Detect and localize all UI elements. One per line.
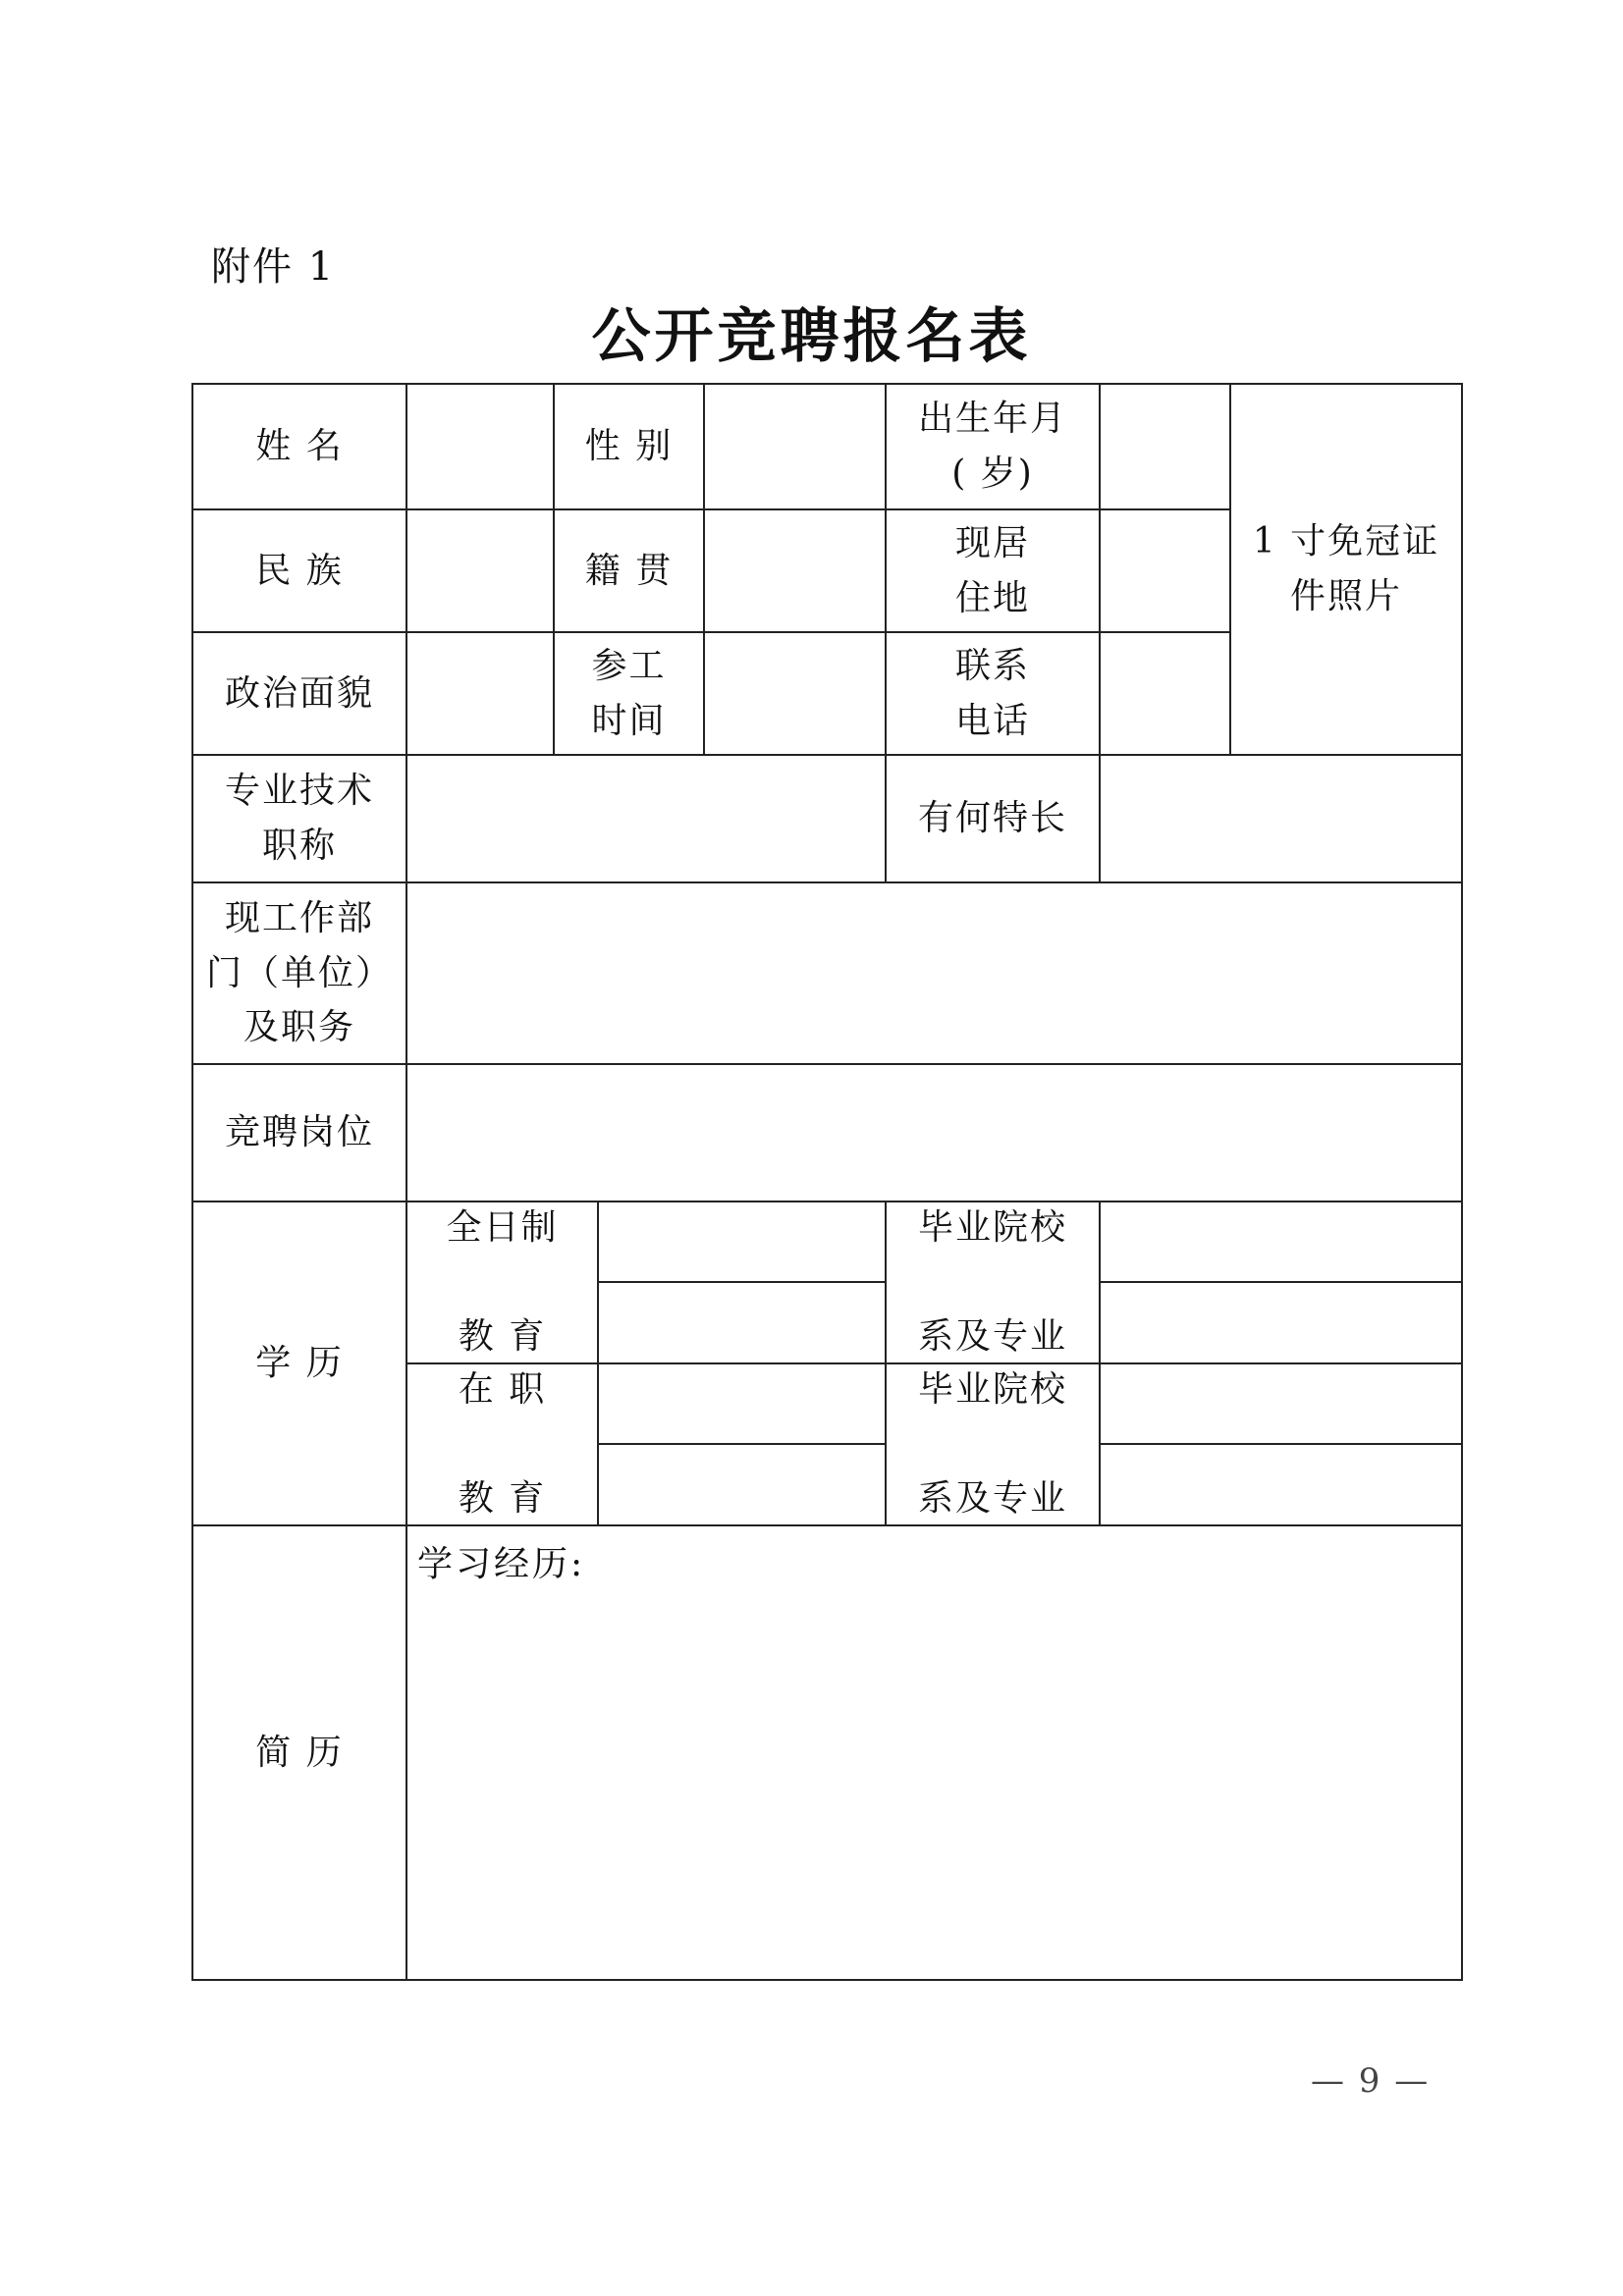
specialty-field[interactable] [1099, 754, 1463, 883]
inservice-degree-field-1[interactable] [597, 1362, 887, 1445]
department-field[interactable] [406, 881, 1463, 1065]
inservice-school-label: 毕业院校 系及专业 [885, 1362, 1101, 1526]
resume-label: 简 历 [191, 1524, 407, 1981]
fulltime-degree-field-2[interactable] [597, 1281, 887, 1364]
name-label: 姓 名 [191, 383, 407, 510]
residence-field[interactable] [1099, 508, 1231, 633]
page-number: — 9 — [1311, 2061, 1431, 2101]
specialty-label: 有何特长 [885, 754, 1101, 883]
fulltime-school-field-2[interactable] [1099, 1281, 1463, 1364]
political-status-field[interactable] [406, 631, 555, 756]
ethnicity-label: 民 族 [191, 508, 407, 633]
inservice-school-field-1[interactable] [1099, 1362, 1463, 1445]
residence-label: 现居 住地 [885, 508, 1101, 633]
fulltime-education-label: 全日制 教 育 [406, 1201, 599, 1364]
native-place-field[interactable] [703, 508, 887, 633]
political-status-label: 政治面貌 [191, 631, 407, 756]
fulltime-school-label: 毕业院校 系及专业 [885, 1201, 1101, 1364]
birth-label: 出生年月 ( 岁) [885, 383, 1101, 510]
position-label: 竞聘岗位 [191, 1063, 407, 1202]
birth-field[interactable] [1099, 383, 1231, 510]
ethnicity-field[interactable] [406, 508, 555, 633]
phone-label: 联系 电话 [885, 631, 1101, 756]
attachment-label: 附件 1 [211, 244, 336, 290]
fulltime-school-field-1[interactable] [1099, 1201, 1463, 1283]
inservice-school-field-2[interactable] [1099, 1443, 1463, 1526]
name-field[interactable] [406, 383, 555, 510]
department-label: 现工作部 门（单位） 及职务 [191, 881, 407, 1065]
gender-label: 性 别 [553, 383, 705, 510]
education-label: 学 历 [191, 1201, 407, 1526]
gender-field[interactable] [703, 383, 887, 510]
fulltime-degree-field-1[interactable] [597, 1201, 887, 1283]
professional-title-label: 专业技术 职称 [191, 754, 407, 883]
resume-field[interactable] [406, 1524, 1463, 1981]
photo-placeholder[interactable]: 1 寸免冠证 件照片 [1229, 383, 1463, 756]
native-place-label: 籍 贯 [553, 508, 705, 633]
work-start-label: 参工 时间 [553, 631, 705, 756]
form-title: 公开竞聘报名表 [591, 302, 1032, 371]
inservice-education-label: 在 职 教 育 [406, 1362, 599, 1526]
work-start-field[interactable] [703, 631, 887, 756]
position-field[interactable] [406, 1063, 1463, 1202]
professional-title-field[interactable] [406, 754, 887, 883]
study-history-label: 学习经历: [417, 1544, 586, 1584]
inservice-degree-field-2[interactable] [597, 1443, 887, 1526]
phone-field[interactable] [1099, 631, 1231, 756]
